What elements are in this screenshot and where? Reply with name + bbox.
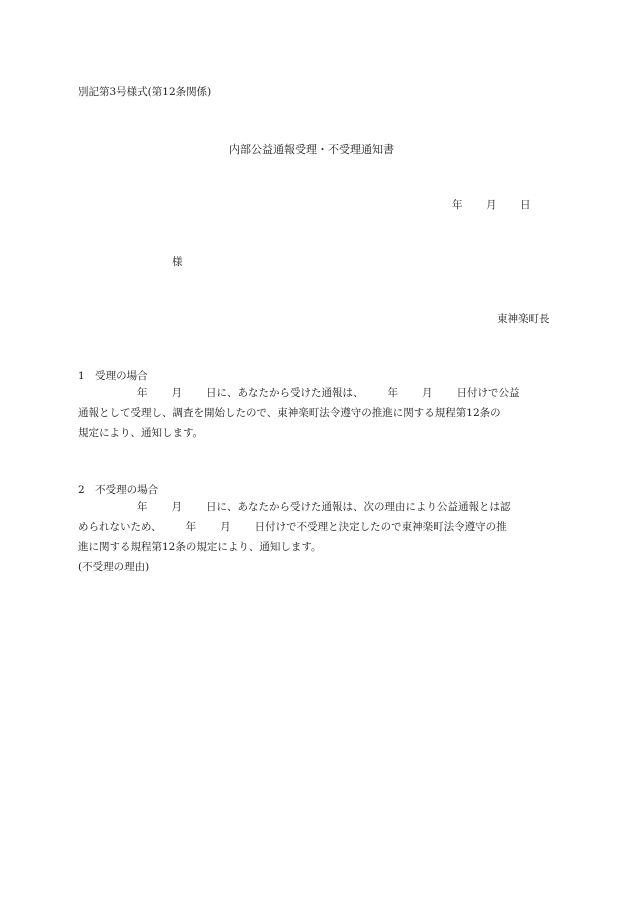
section2-year: 年 bbox=[137, 501, 148, 513]
section2-month: 月 bbox=[171, 501, 182, 513]
section2-line2 bbox=[78, 517, 556, 537]
section2-month2: 月 bbox=[220, 521, 231, 533]
section1-year2: 年 bbox=[387, 387, 398, 399]
section1-month2: 月 bbox=[422, 387, 433, 399]
form-label: 別記第3号様式(第12条関係) bbox=[78, 86, 212, 98]
date-month: 月 bbox=[486, 199, 497, 211]
section2-heading: 2 不受理の場合 bbox=[78, 484, 159, 496]
date-day: 日 bbox=[520, 199, 531, 211]
section1-line1 bbox=[78, 383, 556, 403]
section1-line2: 通報として受理し、調査を開始したので、東神楽町法令遵守の推進に関する規程第12条の bbox=[78, 407, 501, 419]
section1-text-b: 日付けで公益 bbox=[456, 387, 520, 399]
section2-text-a: 日に、あなたから受けた通報は、次の理由により公益通報とは認 bbox=[206, 501, 511, 513]
section2-text-b: められないため、 bbox=[78, 521, 162, 533]
section1-text-a: 日に、あなたから受けた通報は、 bbox=[206, 387, 364, 399]
section2-year2: 年 bbox=[185, 521, 197, 533]
section2-line3: 進に関する規程第12条の規定により、通知します。 bbox=[78, 541, 322, 553]
section1-year: 年 bbox=[137, 387, 148, 399]
addressee-suffix: 様 bbox=[172, 256, 183, 268]
sender-name: 東神楽町長 bbox=[497, 313, 550, 325]
section2-text-c: 日付けで不受理と決定したので東神楽町法令遵守の推 bbox=[254, 521, 507, 533]
section2-line1 bbox=[78, 497, 556, 517]
date-year: 年 bbox=[452, 199, 463, 211]
section1-body bbox=[78, 383, 556, 443]
section1-line3: 規定により、通知します。 bbox=[78, 427, 204, 439]
rejection-reason-label: (不受理の理由) bbox=[78, 561, 150, 573]
section2-body bbox=[78, 497, 556, 577]
section1-month: 月 bbox=[171, 387, 182, 399]
section1-heading: 1 受理の場合 bbox=[78, 370, 148, 382]
document-title: 内部公益通報受理・不受理通知書 bbox=[229, 143, 394, 156]
